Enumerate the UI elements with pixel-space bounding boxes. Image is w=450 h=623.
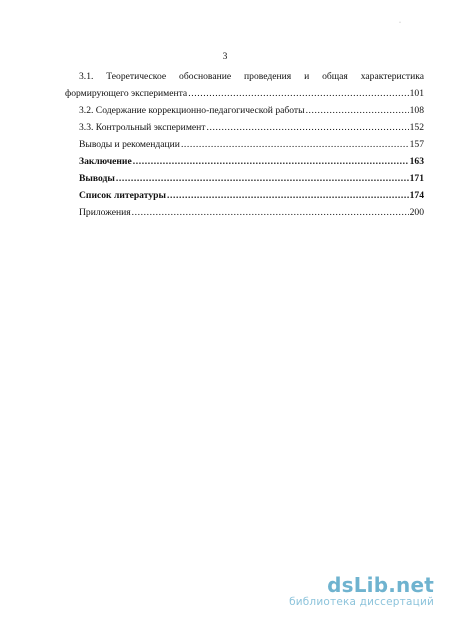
toc-entry-appendices[interactable] — [79, 204, 424, 221]
leader-dots — [306, 102, 409, 119]
toc-entry-title: Выводы и рекомендации — [79, 139, 180, 150]
leader-dots — [167, 187, 409, 204]
toc-entry-title: Выводы — [79, 173, 115, 184]
watermark-logo: dsLib.net — [327, 573, 434, 597]
leader-dots — [188, 85, 408, 102]
toc-page-ref: 157 — [409, 139, 424, 150]
toc-entry-3-1-line1 — [79, 68, 424, 85]
toc-word: Теоретическое — [106, 71, 167, 82]
toc-word: характеристика — [360, 71, 424, 82]
toc-entry-3-3[interactable] — [79, 119, 424, 136]
toc-word: и — [304, 71, 310, 82]
watermark-subtitle: библиотека диссертаций — [289, 596, 434, 608]
leader-dots — [116, 170, 409, 187]
leader-dots — [181, 136, 409, 153]
leader-dots — [132, 204, 409, 221]
toc-entry-findings[interactable] — [79, 170, 424, 187]
corner-mark: · — [399, 20, 401, 26]
toc-word: обоснование — [179, 71, 232, 82]
toc-word: общая — [322, 71, 348, 82]
toc-page-ref: 108 — [409, 105, 424, 116]
toc-word: проведения — [244, 71, 292, 82]
toc-entry-3-2[interactable] — [79, 102, 424, 119]
table-of-contents — [65, 68, 424, 221]
page-number: 3 — [222, 52, 228, 62]
toc-entry-bibliography[interactable] — [79, 187, 424, 204]
toc-entry-conclusions-recommendations[interactable] — [79, 136, 424, 153]
dslib-watermark[interactable] — [289, 574, 434, 609]
toc-entry-title: 3.2. Содержание коррекционно-педагогической работы — [79, 105, 305, 116]
toc-page-ref: 171 — [409, 173, 424, 184]
toc-entry-conclusion[interactable] — [79, 153, 424, 170]
toc-page-ref: 163 — [409, 156, 424, 167]
toc-word: 3.1. — [79, 71, 94, 82]
toc-page-ref: 174 — [409, 190, 424, 201]
toc-page-ref: 152 — [409, 122, 424, 133]
toc-page-ref: 101 — [409, 88, 424, 99]
leader-dots — [133, 153, 409, 170]
toc-entry-title: Заключение — [79, 156, 132, 167]
leader-dots — [206, 119, 408, 136]
toc-entry-title: Список литературы — [79, 190, 166, 201]
toc-entry-title: формирующего эксперимента — [65, 88, 188, 99]
toc-entry-title: 3.3. Контрольный эксперимент — [79, 122, 206, 133]
toc-entry-title: Приложения — [79, 207, 131, 218]
toc-page-ref: 200 — [409, 207, 424, 218]
toc-entry-3-1-line2[interactable] — [65, 85, 424, 102]
